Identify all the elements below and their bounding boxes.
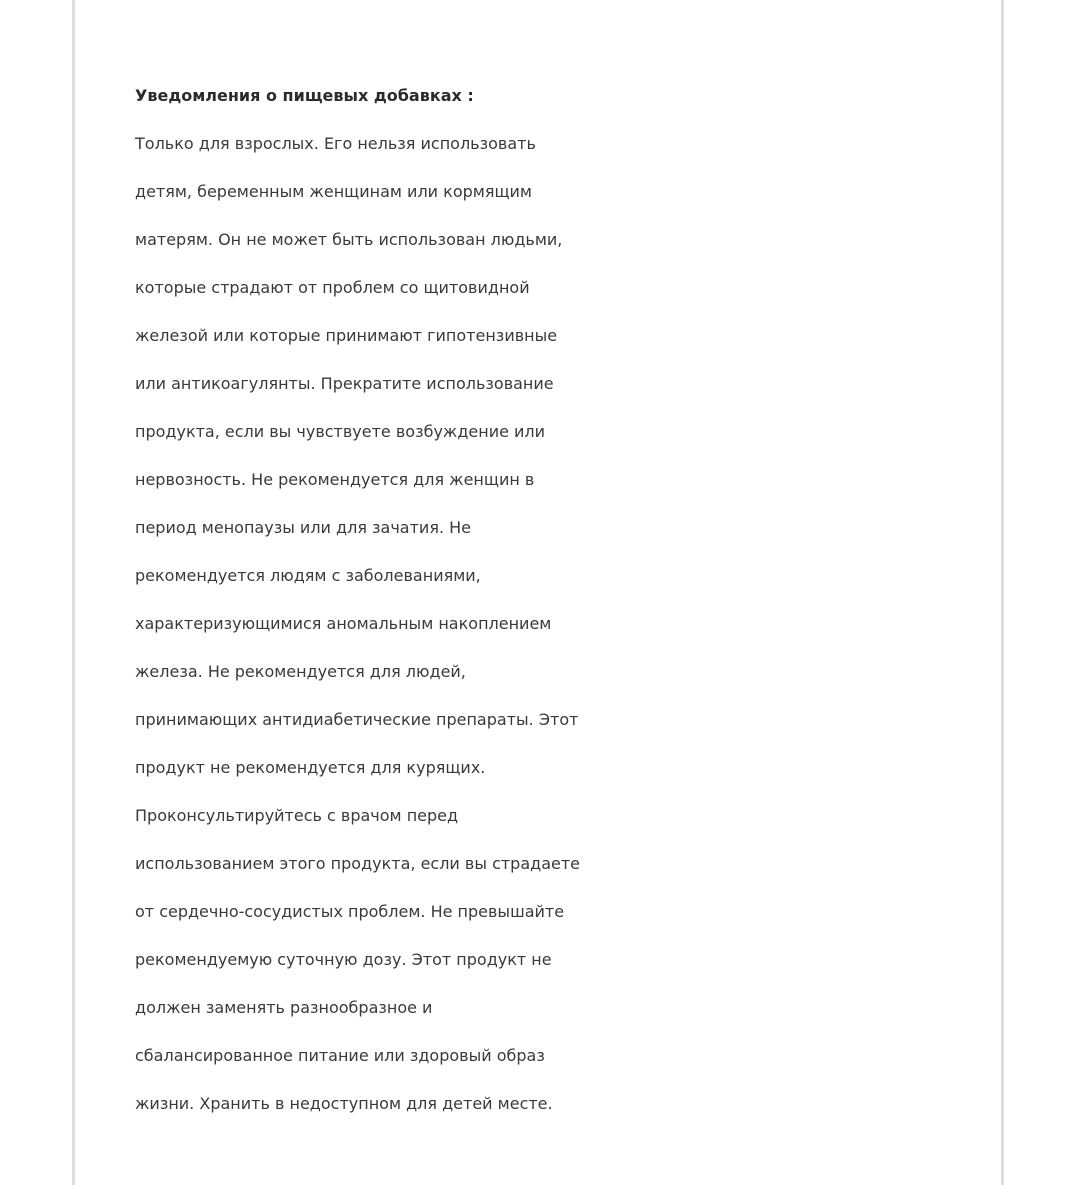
notice-line: детям, беременным женщинам или кормящим — [135, 182, 532, 201]
notice-line: продукт не рекомендуется для курящих. — [135, 758, 486, 777]
notice-line: использованием этого продукта, если вы страдаете — [135, 854, 581, 873]
notice-line: железа. Не рекомендуется для людей, — [135, 662, 466, 681]
notice-body — [135, 120, 935, 1128]
notice-line: Только для взрослых. Его нельзя использовать — [135, 134, 536, 153]
notice-line: Проконсультируйтесь с врачом перед — [135, 806, 459, 825]
notice-line: сбалансированное питание или здоровый образ — [135, 1046, 545, 1065]
notice-line: которые страдают от проблем со щитовидной — [135, 278, 530, 297]
notice-line: от сердечно-сосудистых проблем. Не превышайте — [135, 902, 565, 921]
notice-line: нервозность. Не рекомендуется для женщин в — [135, 470, 535, 489]
notice-line: продукта, если вы чувствуете возбуждение или — [135, 422, 546, 441]
notice-line: жизни. Хранить в недоступном для детей месте. — [135, 1094, 553, 1113]
notice-line: или антикоагулянты. Прекратите использование — [135, 374, 554, 393]
notice-line: должен заменять разнообразное и — [135, 998, 433, 1017]
notice-line: рекомендуется людям с заболеваниями, — [135, 566, 481, 585]
notice-line: период менопаузы или для зачатия. Не — [135, 518, 471, 537]
notice-title: Уведомления о пищевых добавках : — [135, 86, 474, 105]
notice-line: матерям. Он не может быть использован людьми, — [135, 230, 563, 249]
notice-line: железой или которые принимают гипотензивные — [135, 326, 558, 345]
notice-line: принимающих антидиабетические препараты. Этот — [135, 710, 579, 729]
notice-line: характеризующимися аномальным накоплением — [135, 614, 552, 633]
notice-line: рекомендуемую суточную дозу. Этот продукт не — [135, 950, 552, 969]
supplement-notice — [135, 72, 935, 1128]
